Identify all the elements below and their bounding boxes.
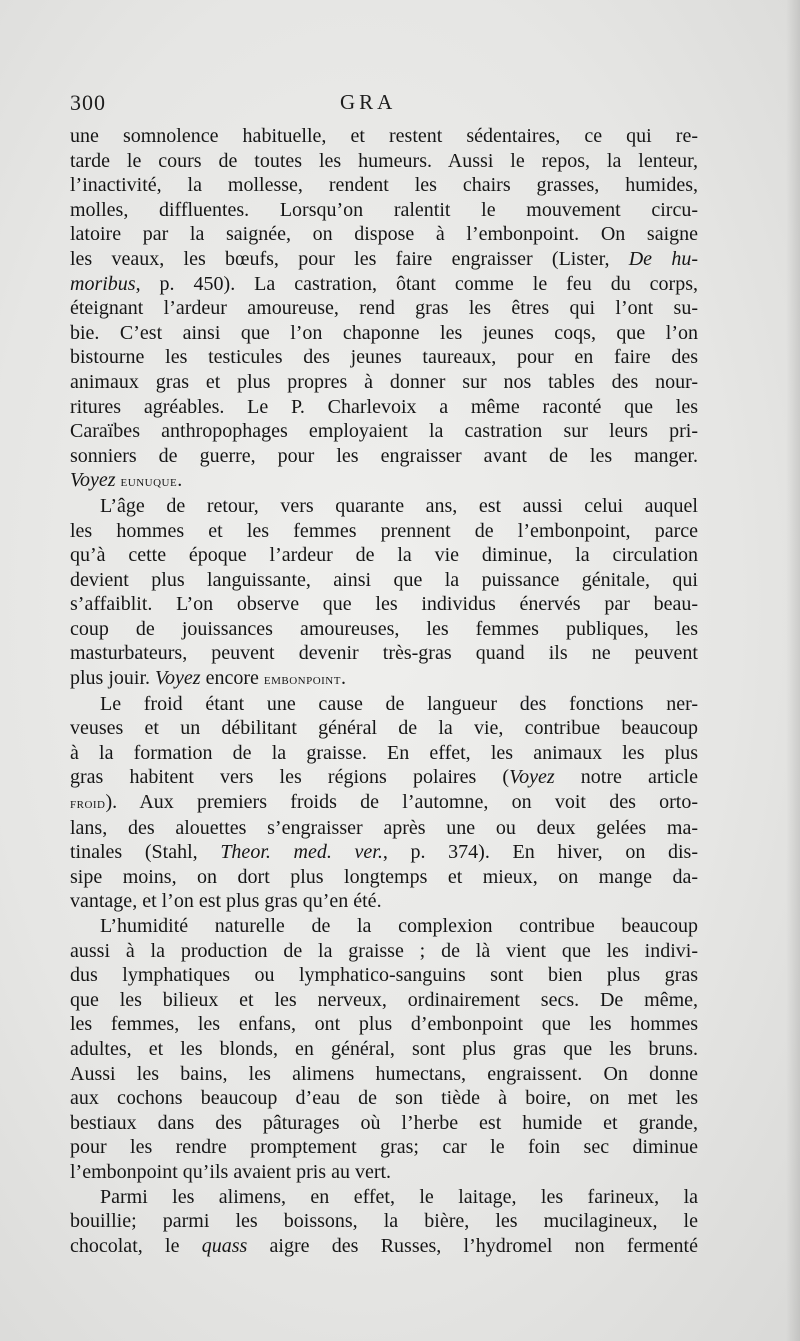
text-line (70, 494, 698, 519)
text-segment: sonniers de guerre, pour les engraisser avant de les manger. (70, 444, 698, 467)
text-line (70, 1234, 698, 1259)
text-line (70, 124, 698, 149)
small-caps-text: embonpoint (263, 669, 341, 689)
text-segment: à la formation de la graisse. En effet, les animaux les plus (70, 741, 698, 764)
text-line (70, 914, 698, 939)
text-line (70, 1209, 698, 1234)
text-segment: sipe moins, on dort plus longtemps et mieux, on mange da- (70, 865, 698, 888)
text-segment: encore (200, 667, 264, 690)
text-line (70, 1012, 698, 1037)
text-line (70, 641, 698, 666)
text-segment: l’embonpoint qu’ils avaient pris au vert. (70, 1160, 392, 1183)
text-segment: vantage, et l’on est plus gras qu’en été. (70, 890, 382, 913)
body-text (70, 124, 698, 1258)
text-segment: les veaux, les bœufs, pour les faire engraisser (Lister, (70, 247, 629, 270)
text-segment: pour les rendre promptement gras; car le foin sec diminue (70, 1136, 698, 1159)
small-caps-text: eunuque (120, 471, 178, 491)
text-segment: . (177, 469, 183, 492)
text-segment: aux cochons beaucoup d’eau de son tiède à boire, on met les (70, 1087, 698, 1110)
text-line (70, 840, 698, 865)
text-line (70, 173, 698, 198)
text-segment: , p. 374). En hiver, on dis- (382, 841, 699, 864)
text-segment: tinales (Stahl, (70, 841, 221, 864)
text-line (70, 272, 698, 297)
text-line (70, 321, 698, 346)
text-segment: Parmi les alimens, en effet, le laitage, les farineux, la (100, 1185, 698, 1208)
text-line (70, 296, 698, 321)
text-line (70, 568, 698, 593)
text-line (70, 395, 698, 420)
text-segment: ritures agréables. Le P. Charlevoix a même raconté que les (70, 395, 698, 418)
text-segment: éteignant l’ardeur amoureuse, rend gras les êtres qui l’ont su- (70, 297, 698, 320)
italic-text: Voyez (70, 469, 116, 492)
text-line (70, 468, 698, 494)
text-line (70, 149, 698, 174)
text-segment: que les bilieux et les nerveux, ordinairement secs. De même, (70, 988, 698, 1011)
text-line (70, 617, 698, 642)
text-segment: lans, des alouettes s’engraisser après une ou deux gelées ma- (70, 816, 698, 839)
text-segment: , p. 450). La castration, ôtant comme le feu du corps, (135, 272, 698, 295)
text-segment: latoire par la saignée, on dispose à l’embonpoint. On saigne (70, 223, 698, 246)
text-line (70, 1037, 698, 1062)
text-line (70, 1111, 698, 1136)
text-line (70, 889, 698, 914)
text-line (70, 1135, 698, 1160)
text-segment: l’inactivité, la mollesse, rendent les chairs grasses, humides, (70, 174, 698, 197)
page-gutter-shadow (786, 0, 800, 1341)
text-line (70, 370, 698, 395)
text-segment: masturbateurs, peuvent devenir très-gras quand ils ne peuvent (70, 642, 698, 665)
text-segment: bestiaux dans des pâturages où l’herbe est humide et grande, (70, 1111, 698, 1134)
text-segment: adultes, et les blonds, en général, sont plus gras que les bruns. (70, 1037, 698, 1060)
page-header (70, 88, 700, 122)
italic-text: moribus (70, 272, 136, 295)
text-line (70, 1062, 698, 1087)
text-segment: bistourne les testicules des jeunes taureaux, pour en faire des (70, 346, 698, 369)
text-segment: Aussi les bains, les alimens humectans, engraissent. On donne (70, 1062, 698, 1085)
text-segment: L’humidité naturelle de la complexion contribue beaucoup (100, 915, 698, 937)
text-segment: bie. C’est ainsi que l’on chaponne les jeunes coqs, que l’on (70, 321, 698, 344)
text-segment: . (340, 667, 346, 690)
text-line (70, 816, 698, 841)
text-line (70, 1086, 698, 1111)
text-line (70, 988, 698, 1013)
text-line (70, 543, 698, 568)
text-line (70, 198, 698, 223)
text-segment: les femmes, les enfans, ont plus d’embonpoint que les hommes (70, 1013, 698, 1036)
text-segment: notre article (554, 766, 698, 789)
small-caps-text: froid (70, 793, 106, 813)
italic-text: quass (201, 1234, 248, 1257)
text-segment: gras habitent vers les régions polaires ( (70, 766, 510, 789)
text-line (70, 692, 698, 717)
text-segment: aussi à la production de la graisse ; de là vient que les indivi- (70, 939, 698, 962)
text-segment: chocolat, le (70, 1234, 202, 1257)
text-line (70, 963, 698, 988)
text-segment: animaux gras et plus propres à donner sur nos tables des nour- (70, 370, 698, 393)
page-number: 300 (70, 90, 106, 115)
running-head: GRA (340, 90, 397, 114)
text-segment: dus lymphatiques ou lymphatico-sanguins sont bien plus gras (70, 964, 698, 987)
text-line (70, 939, 698, 964)
text-segment: aigre des Russes, l’hydromel non fermenté (247, 1234, 698, 1257)
text-line (70, 865, 698, 890)
text-line (70, 666, 698, 692)
text-segment: une somnolence habituelle, et restent sédentaires, ce qui re- (70, 125, 698, 147)
italic-text: Voyez (155, 667, 201, 690)
italic-text: De hu- (628, 247, 698, 270)
text-line (70, 345, 698, 370)
text-line (70, 716, 698, 741)
text-segment: molles, diffluentes. Lorsqu’on ralentit le mouvement circu- (70, 198, 698, 221)
text-line (70, 222, 698, 247)
text-segment: devient plus languissante, ainsi que la puissance génitale, qui (70, 568, 698, 591)
text-line (70, 519, 698, 544)
text-line (70, 592, 698, 617)
text-line (70, 444, 698, 469)
text-segment: veuses et un débilitant général de la vie, contribue beaucoup (70, 717, 698, 740)
italic-text: Theor. med. ver. (220, 841, 383, 864)
text-line (70, 247, 698, 272)
text-segment: qu’à cette époque l’ardeur de la vie diminue, la circulation (70, 544, 698, 567)
text-segment: les hommes et les femmes prennent de l’embonpoint, parce (70, 519, 698, 542)
text-line (70, 1160, 698, 1185)
text-line (70, 1185, 698, 1210)
text-segment: plus jouir. (70, 667, 156, 690)
text-line (70, 741, 698, 766)
text-line (70, 419, 698, 444)
text-segment: ). Aux premiers froids de l’automne, on voit des orto- (105, 791, 698, 814)
text-segment: s’affaiblit. L’on observe que les individus énervés par beau- (70, 593, 698, 616)
text-segment: L’âge de retour, vers quarante ans, est aussi celui auquel (100, 494, 698, 517)
text-segment: tarde le cours de toutes les humeurs. Aussi le repos, la lenteur, (70, 149, 698, 172)
text-line (70, 765, 698, 790)
text-segment: Caraïbes anthropophages employaient la castration sur leurs pri- (70, 420, 698, 443)
text-segment: bouillie; parmi les boissons, la bière, les mucilagineux, le (70, 1210, 698, 1233)
italic-text: Voyez (509, 766, 555, 789)
text-segment: coup de jouissances amoureuses, les femmes publiques, les (70, 617, 698, 640)
text-segment: Le froid étant une cause de langueur des fonctions ner- (100, 692, 698, 715)
text-line (70, 790, 698, 816)
